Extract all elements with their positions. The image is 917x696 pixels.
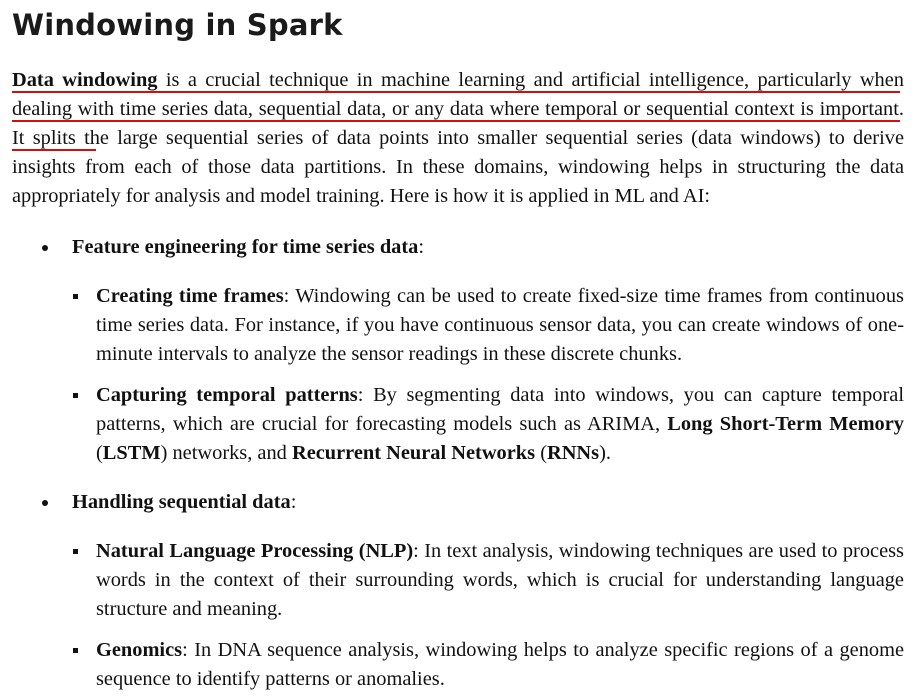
section-heading: Handling sequential data bbox=[72, 491, 291, 513]
annotation-underline bbox=[12, 149, 96, 151]
section-list bbox=[12, 488, 904, 517]
item-text: ). bbox=[599, 442, 611, 464]
item-term: Natural Language Processing (NLP) bbox=[96, 540, 414, 562]
document-page bbox=[12, 0, 904, 694]
annotation-underline bbox=[12, 91, 900, 93]
item-text: ) networks, and bbox=[160, 442, 292, 464]
bullet-square-icon bbox=[73, 393, 78, 398]
item-text: : In text analysis, windowing techniques are used to process words in the context of their surrounding words, which is crucial for understanding language structure and meaning. bbox=[96, 540, 904, 620]
section-colon: : bbox=[418, 236, 425, 258]
item-bold: Recurrent Neural Networks bbox=[291, 442, 536, 464]
item-text: : By segmenting data into windows, you can capture temporal patterns, which are crucial for forecasting models such as ARIMA, bbox=[96, 384, 904, 435]
section-heading: Feature engineering for time series data bbox=[72, 236, 419, 258]
bullet-dot-icon bbox=[42, 500, 48, 506]
bullet-square-icon bbox=[73, 294, 78, 299]
page-title: Windowing in Spark bbox=[12, 8, 343, 42]
section-item bbox=[12, 488, 904, 517]
item-text: : In DNA sequence analysis, windowing helps to analyze specific regions of a genome sequence to identify patterns or anomalies. bbox=[96, 639, 904, 690]
item-term: Capturing temporal patterns bbox=[96, 384, 358, 406]
intro-paragraph bbox=[12, 66, 904, 211]
section-item bbox=[12, 233, 904, 262]
section-colon: : bbox=[290, 491, 297, 513]
intro-text: is a crucial technique in machine learning and artificial intelligence, particularly when dealing with time series data, sequential data, or any data where temporal or sequential context is important. It splits the large sequential series of data points into smaller sequential series (data windows) to derive insights from each of those data partitions. In these domains, windowing helps in structuring the data appropriately for analysis and model training. Here is how it is applied in ML and AI: bbox=[12, 69, 904, 207]
bullet-square-icon bbox=[73, 549, 78, 554]
subsection-list bbox=[12, 537, 904, 694]
item-bold: LSTM bbox=[102, 442, 161, 464]
item-text: ( bbox=[535, 442, 547, 464]
section-list bbox=[12, 233, 904, 262]
item-term: Creating time frames bbox=[96, 285, 284, 307]
subsection-item bbox=[12, 282, 904, 369]
subsection-item bbox=[12, 381, 904, 468]
subsection-list bbox=[12, 282, 904, 468]
item-text: ( bbox=[96, 442, 103, 464]
item-bold: RNNs bbox=[546, 442, 600, 464]
item-bold: Long Short-Term Memory bbox=[667, 413, 904, 435]
bullet-dot-icon bbox=[42, 245, 48, 251]
subsection-item bbox=[12, 636, 904, 694]
annotation-underline bbox=[12, 120, 900, 122]
subsection-item bbox=[12, 537, 904, 624]
intro-term: Data windowing bbox=[12, 69, 158, 91]
item-text: : Windowing can be used to create fixed-size time frames from continuous time series data. For instance, if you have continuous sensor data, you can create windows of one-minute intervals to analyze the sensor readings in these discrete chunks. bbox=[96, 285, 904, 365]
item-term: Genomics bbox=[96, 639, 183, 661]
bullet-square-icon bbox=[73, 648, 78, 653]
